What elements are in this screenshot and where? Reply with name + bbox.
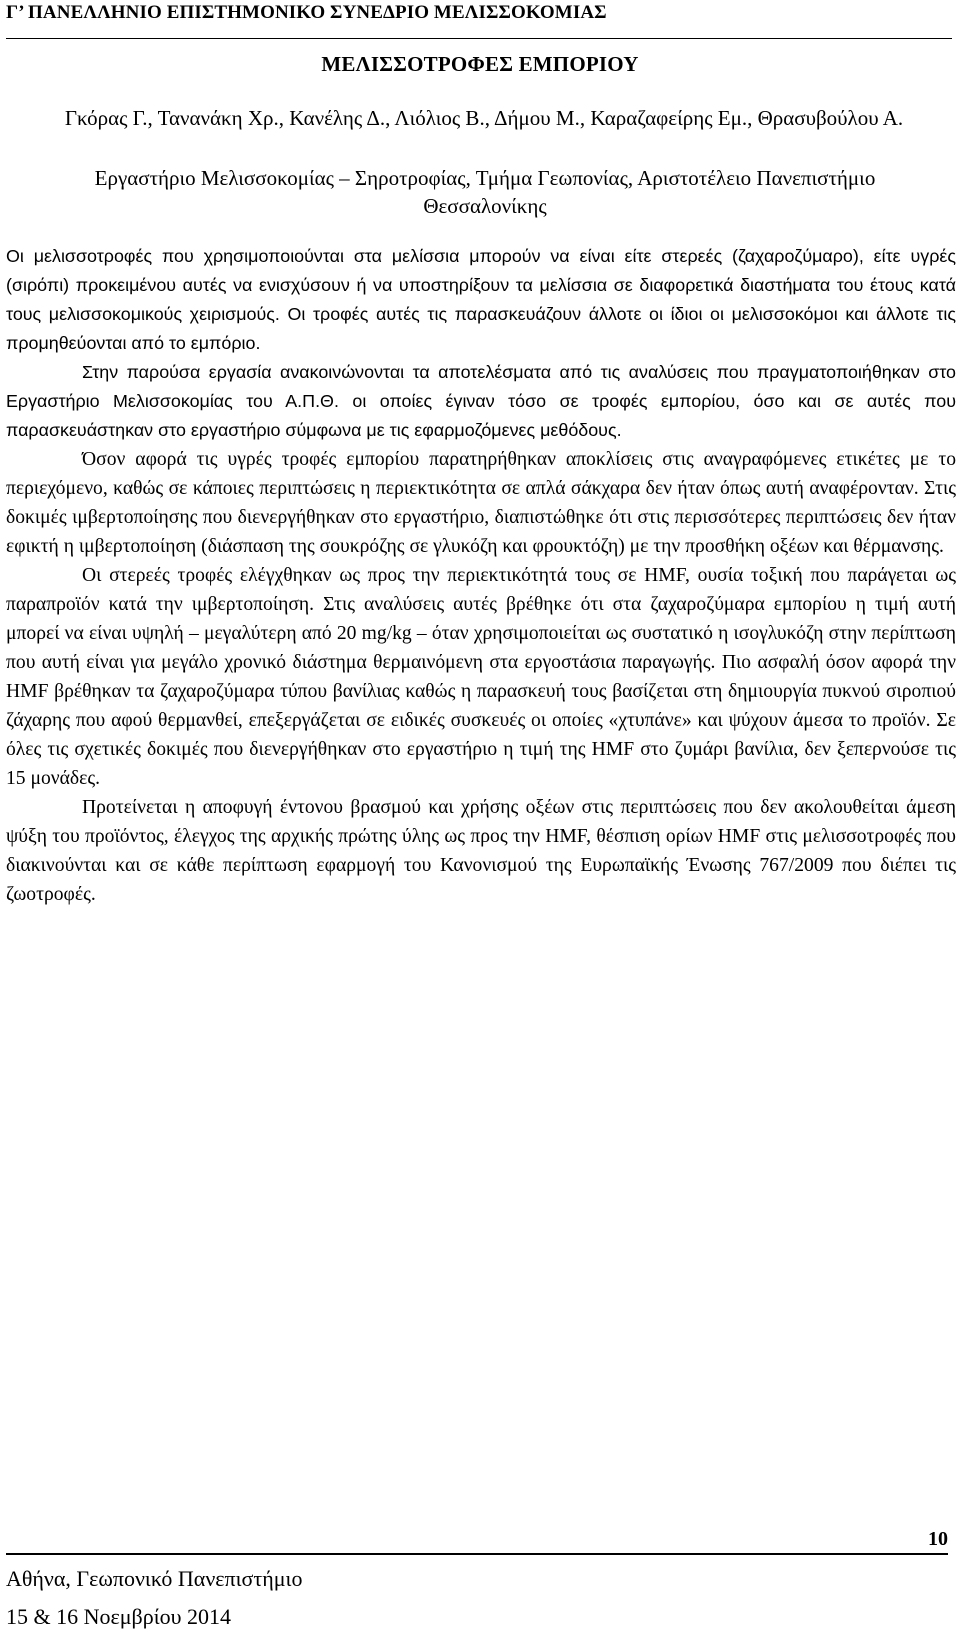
abstract-body bbox=[6, 242, 956, 909]
affiliation: Εργαστήριο Μελισσοκομίας – Σηροτροφίας, Τμήμα Γεωπονίας, Αριστοτέλειο Πανεπιστήμιο Θεσσαλονίκης bbox=[94, 166, 876, 218]
abstract-paragraph: Προτείνεται η αποφυγή έντονου βρασμού και χρήσης οξέων στις περιπτώσεις που δεν ακολουθείται άμεση ψύξη του προϊόντος, έλεγχος της αρχικής πρώτης ύλης ως προς την HMF, θέσπιση ορίων HMF στις μελισσοτροφές που διακινούνται και σε κάθε περίπτωση εφαρμογή του Κανονισμού της Ευρωπαϊκής Ένωσης 767/2009 που διέπει τις ζωοτροφές. bbox=[6, 797, 956, 905]
footer-rule bbox=[6, 1553, 948, 1555]
abstract-paragraph: Όσον αφορά τις υγρές τροφές εμπορίου παρατηρήθηκαν αποκλίσεις στις αναγραφόμενες ετικέτες με το περιεχόμενο, καθώς σε κάποιες περιπτώσεις η περιεκτικότητα σε απλά σάκχαρα δεν ήταν όπως αυτή αναφέρονταν. Στις δοκιμές ιμβερτοποίησης που διενεργήθηκαν στο εργαστήριο, διαπιστώθηκε ότι στις περισσότερες περιπτώσεις δεν ήταν εφικτή η ιμβερτοποίηση (διάσπαση της σουκρόζης σε γλυκόζη και φρουκτόζη) με την προσθήκη οξέων και θέρμανσης. bbox=[6, 449, 956, 557]
page-number: 10 bbox=[928, 1528, 948, 1550]
footer-date: 15 & 16 Νοεμβρίου 2014 bbox=[6, 1604, 232, 1629]
abstract-paragraph: Οι στερεές τροφές ελέγχθηκαν ως προς την περιεκτικότητά τους σε HMF, ουσία τοξική που παράγεται ως παραπροϊόν κατά την ιμβερτοποίηση. Στις αναλύσεις αυτές βρέθηκε ότι στα ζαχαροζύμαρα εμπορίου η τιμή αυτή μπορεί να είναι υψηλή – μεγαλύτερη από 20 mg/kg – όταν χρησιμοποιείται ως συστατικό η ισογλυκόζη στην περίπτωση που αυτή είναι για μεγάλο χρονικό διάστημα θερμαινόμενη στα εργοστάσια παραγωγής. Πιο ασφαλή όσον αφορά την HMF βρέθηκαν τα ζαχαροζύμαρα τύπου βανίλιας καθώς η παρασκευή τους βασίζεται στη δημιουργία πυκνού σιροπιού ζάχαρης που αφού θερμανθεί, επεξεργάζεται σε ειδικές συσκευές οι οποίες «χτυπάνε» και ψύχουν άμεσα το προϊόν. Σε όλες τις σχετικές δοκιμές που διενεργήθηκαν στο εργαστήριο η τιμή της HMF στο ζυμάρι βανίλια, δεν ξεπερνούσε τις 15 μονάδες. bbox=[6, 565, 956, 789]
footer-venue: Αθήνα, Γεωπονικό Πανεπιστήμιο bbox=[6, 1566, 303, 1591]
abstract-paragraph: Οι μελισσοτροφές που χρησιμοποιούνται στα μελίσσια μπορούν να είναι είτε στερεές (ζαχαροζύμαρο), είτε υγρές (σιρόπι) προκειμένου αυτές να ενισχύσουν ή να υποστηρίξουν τα μελίσσια σε διαφορετικά διαστήματα του έτους κατά τους μελισσοκομικούς χειρισμούς. Οι τροφές αυτές τις παρασκευάζουν άλλοτε οι ίδιοι οι μελισσοκόμοι και άλλοτε τις προμηθεύονται από το εμπόριο. bbox=[6, 246, 956, 353]
authors: Γκόρας Γ., Τανανάκη Χρ., Κανέλης Δ., Λιόλιος Β., Δήμου Μ., Καραζαφείρης Εμ., Θρασυβούλου Α. bbox=[64, 106, 904, 130]
paper-title: ΜΕΛΙΣΣΟΤΡΟΦΕΣ ΕΜΠΟΡΙΟΥ bbox=[321, 52, 639, 76]
abstract-paragraph: Στην παρούσα εργασία ανακοινώνονται τα αποτελέσματα από τις αναλύσεις που πραγματοποιήθηκαν στο Εργαστήριο Μελισσοκομίας του Α.Π.Θ. οι οποίες έγιναν τόσο σε τροφές εμπορίου, όσο και σε αυτές που παρασκευάστηκαν στο εργαστήριο σύμφωνα με τις εφαρμοζόμενες μεθόδους. bbox=[6, 362, 956, 440]
conference-header: Γ’ ΠΑΝΕΛΛΗΝΙΟ ΕΠΙΣΤΗΜΟΝΙΚΟ ΣΥΝΕΔΡΙΟ ΜΕΛΙΣΣΟΚΟΜΙΑΣ bbox=[6, 2, 607, 23]
header-rule bbox=[6, 38, 952, 39]
